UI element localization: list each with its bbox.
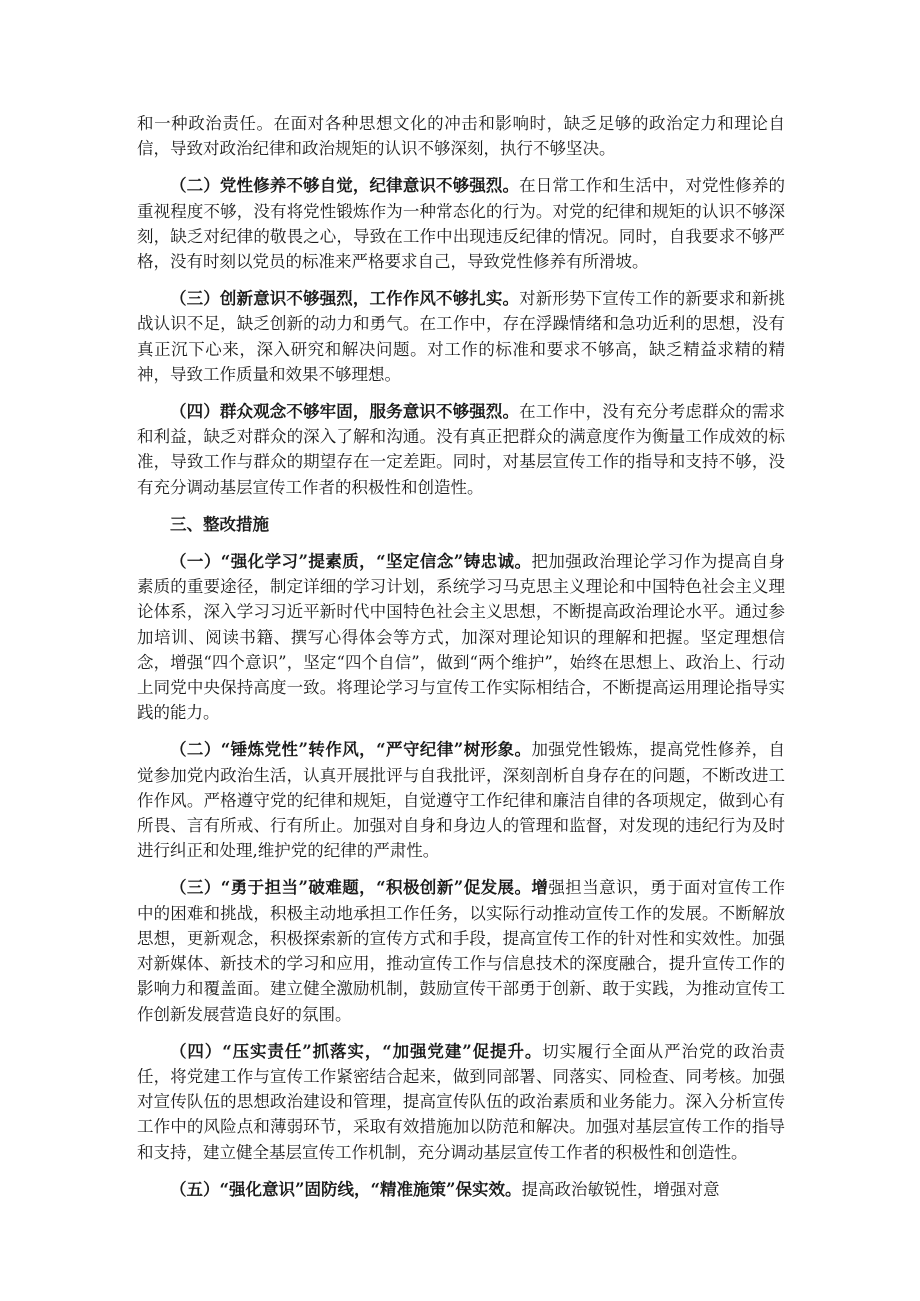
measure-paragraph-4	[137, 1039, 785, 1165]
paragraph-body: 提高政治敏锐性，增强对意	[521, 1179, 720, 1199]
paragraph-lead: （四）“压实责任”抓落实，“加强党建”促提升。	[170, 1041, 543, 1061]
paragraph-lead: （二）“锤炼党性”转作风，“严守纪律”树形象。	[170, 740, 532, 760]
section-heading: 三、整改措施	[170, 514, 269, 534]
paragraph-lead: （三）“勇于担当”破难题，“积极创新”促发展。增	[170, 878, 549, 898]
paragraph-lead: （三）创新意识不够强烈，工作作风不够扎实。	[170, 289, 520, 309]
paragraph-body: 对新形势下宣传工作的新要求和新挑战认识不足，缺乏创新的动力和勇气。在工作中，存在浮躁情绪和急功近利的思想，没有真正沉下心来，深入研究和解决问题。对工作的标准和要求不够高，缺乏精益求精的精神，导致工作质量和效果不够理想。	[137, 289, 785, 384]
measure-paragraph-2	[137, 737, 785, 863]
problem-paragraph-2	[137, 173, 785, 274]
paragraph-body: 把加强政治理论学习作为提高自身素质的重要途径，制定详细的学习计划，系统学习马克思主义理论和中国特色社会主义理论体系，深入学习习近平新时代中国特色社会主义思想，不断提高政治理论水平。通过参加培训、阅读书籍、撰写心得体会等方式，加深对理论知识的理解和把握。坚定理想信念，增强“四个意识”，坚定“四个自信”，做到“两个维护”，始终在思想上、政治上、行动上同党中央保持高度一致。将理论学习与宣传工作实际相结合，不断提高运用理论指导实践的能力。	[137, 552, 786, 723]
measure-paragraph-1	[137, 549, 785, 725]
paragraph-body: 在日常工作和生活中，对党性修养的重视程度不够，没有将党性锻炼作为一种常态化的行为。对党的纪律和规矩的认识不够深刻，缺乏对纪律的敬畏之心，导致在工作中出现违反纪律的情况。同时，自我要求不够严格，没有时刻以党员的标准来严格要求自己，导致党性修养有所滑坡。	[137, 176, 785, 272]
paragraph-body: 加强党性锻炼，提高党性修养，自觉参加党内政治生活，认真开展批评与自我批评，深刻剖析自身存在的问题，不断改进工作作风。严格遵守党的纪律和规矩，自觉遵守工作纪律和廉洁自律的各项规定，做到心有所畏、言有所戒、行有所止。加强对自身和身边人的管理和监督，对发现的违纪行为及时进行纠正和处理,维护党的纪律的严肃性。	[137, 740, 786, 861]
paragraph-lead: （五）“强化意识”固防线，“精准施策”保实效。	[170, 1179, 522, 1199]
problem-paragraph-4	[137, 399, 785, 500]
measure-paragraph-5	[137, 1177, 785, 1202]
paragraph-continuation: 和一种政治责任。在面对各种思想文化的冲击和影响时，缺乏足够的政治定力和理论自信，导致对政治纪律和政治规矩的认识不够深刻，执行不够坚决。	[137, 114, 785, 159]
paragraph-lead: （四）群众观念不够牢固，服务意识不够强烈。	[170, 402, 520, 422]
paragraph-body: 切实履行全面从严治党的政治责任，将党建工作与宣传工作紧密结合起来，做到同部署、同落实、同检查、同考核。加强对宣传队伍的思想政治建设和管理，提高宣传队伍的政治素质和业务能力。深入分析宣传工作中的风险点和薄弱环节，采取有效措施加以防范和解决。加强对基层宣传工作的指导和支持，建立健全基层宣传工作机制，充分调动基层宣传工作者的积极性和创造性。	[137, 1041, 785, 1162]
measure-paragraph-3	[137, 875, 785, 1026]
paragraph-body: 强担当意识，勇于面对宣传工作中的困难和挑战，积极主动地承担工作任务，以实际行动推动宣传工作的发展。不断解放思想，更新观念，积极探索新的宣传方式和手段，提高宣传工作的针对性和实效性。加强对新媒体、新技术的学习和应用，推动宣传工作与信息技术的深度融合，提升宣传工作的影响力和覆盖面。建立健全激励机制，鼓励宣传干部勇于创新、敢于实践，为推动宣传工作创新发展营造良好的氛围。	[137, 878, 786, 1024]
document-body	[137, 111, 785, 1214]
paragraph-lead: （一）“强化学习”提素质，“坚定信念”铸忠诚。	[170, 552, 532, 572]
paragraph-lead: （二）党性修养不够自觉，纪律意识不够强烈。	[170, 176, 520, 196]
problem-paragraph-3	[137, 286, 785, 387]
paragraph-body: 在工作中，没有充分考虑群众的需求和利益，缺乏对群众的深入了解和沟通。没有真正把群众的满意度作为衡量工作成效的标准，导致工作与群众的期望存在一定差距。同时，对基层宣传工作的指导和支持不够，没有充分调动基层宣传工作者的积极性和创造性。	[137, 402, 785, 497]
